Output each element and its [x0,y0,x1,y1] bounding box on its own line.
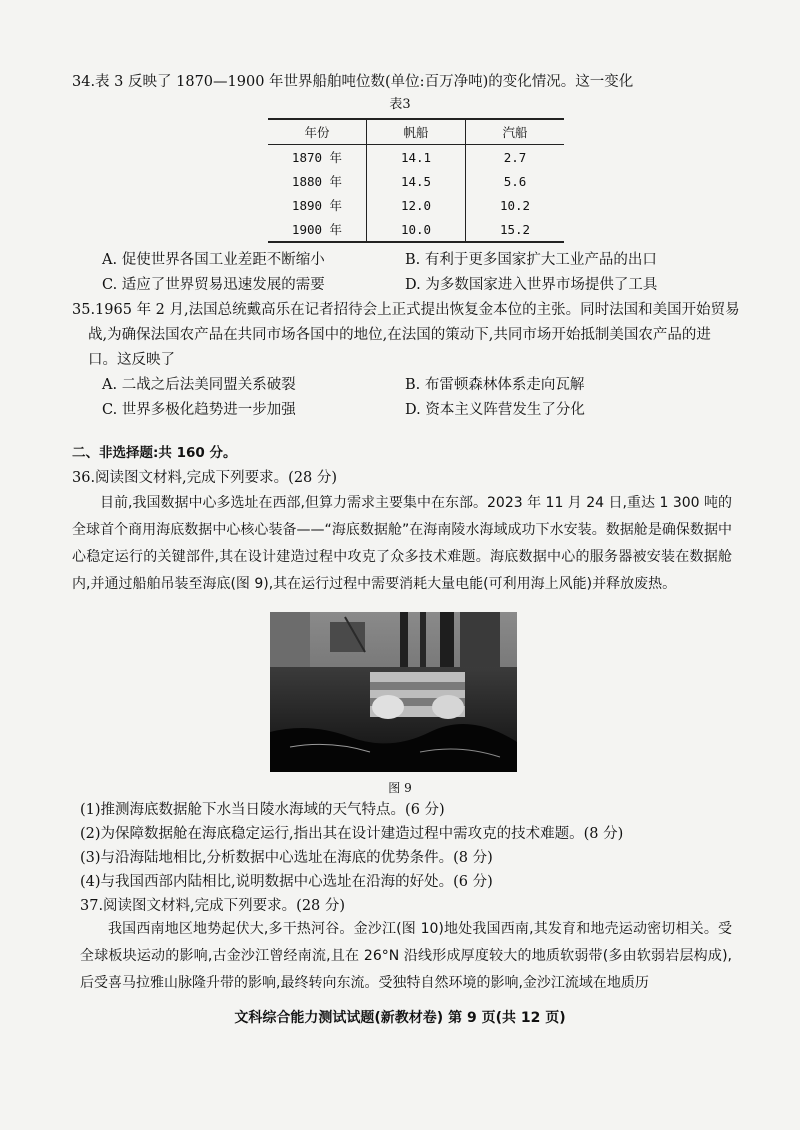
q36-passage-text: 目前,我国数据中心多选址在西部,但算力需求主要集中在东部。2023 年 11 月 24 日,重达 1 300 吨的全球首个商用海底数据中心核心装备——“海底数据舱”在海南陵水海域成功下水安装。数据舱是确保数据中心稳定运行的关键部件,其在设计建造过程中攻克了众多技术难题。海底数据中心的服务器被安装在数据舱内,并通过船舶吊装至海底(图 9),其在运行过程中需要消耗大量电能(可利用海上风能)并释放废热。 [72,495,732,592]
q34-option-d: D. 为多数国家进入世界市场提供了工具 [405,277,658,293]
q36-sub-1: (1)推测海底数据舱下水当日陵水海域的天气特点。(6 分) [80,802,445,818]
cell-sailing: 14.5 [367,169,466,193]
q36-sub-3: (3)与沿海陆地相比,分析数据中心选址在海底的优势条件。(8 分) [80,850,493,866]
q34-stem: 34.表 3 反映了 1870—1900 年世界船舶吨位数(单位:百万净吨)的变化情况。这一变化 [72,74,634,90]
q36-sub-2: (2)为保障数据舱在海底稳定运行,指出其在设计建造过程中需攻克的技术难题。(8 分) [80,826,624,842]
figure-9-caption: 图 9 [388,781,412,795]
q34-option-a: A. 促使世界各国工业差距不断缩小 [102,252,325,268]
header-sailing-ship: 帆船 [367,119,466,145]
q35-option-a: A. 二战之后法美同盟关系破裂 [102,377,296,393]
q34-option-b: B. 有利于更多国家扩大工业产品的出口 [405,252,657,268]
q36-passage [72,490,732,598]
cell-steam: 10.2 [466,193,565,217]
q35-option-b: B. 布雷顿森林体系走向瓦解 [405,377,585,393]
q35-stem-line-1: 35.1965 年 2 月,法国总统戴高乐在记者招待会上正式提出恢复金本位的主张。同时法国和美国开始贸易 [72,302,740,318]
page-footer: 文科综合能力测试试题(新教材卷) 第 9 页(共 12 页) [234,1010,566,1026]
table-row [268,193,564,217]
table-row [268,217,564,242]
q34-option-c: C. 适应了世界贸易迅速发展的需要 [102,277,325,293]
cell-sailing: 10.0 [367,217,466,242]
cell-year: 1900 年 [291,222,343,237]
q37-passage [80,916,732,997]
figure-9-photo [270,612,517,772]
cell-steam: 15.2 [466,217,565,242]
cell-sailing: 12.0 [367,193,466,217]
header-steamship: 汽船 [466,119,565,145]
cell-steam: 5.6 [466,169,565,193]
q35-stem-line-2: 战,为确保法国农产品在共同市场各国中的地位,在法国的策动下,共同市场开始抵制美国农产品的进 [88,327,711,343]
q37-passage-text: 我国西南地区地势起伏大,多干热河谷。金沙江(图 10)地处我国西南,其发育和地壳运动密切相关。受全球板块运动的影响,古金沙江曾经南流,且在 26°N 沿线形成厚度较大的地质软弱带(多由软弱岩层构成),后受喜马拉雅山脉隆升带的影响,最终转向东流。受独特自然环境的影响,金沙江流域在地质历 [80,921,732,991]
q36-sub-4: (4)与我国西部内陆相比,说明数据中心选址在沿海的好处。(6 分) [80,874,493,890]
header-year: 年份 [304,125,330,140]
q37-stem: 37.阅读图文材料,完成下列要求。(28 分) [80,898,346,914]
q35-option-d: D. 资本主义阵营发生了分化 [405,402,585,418]
q35-option-c: C. 世界多极化趋势进一步加强 [102,402,296,418]
subsea-data-capsule-image [270,612,517,772]
q36-stem: 36.阅读图文材料,完成下列要求。(28 分) [72,470,338,486]
cell-year: 1880 年 [291,174,343,189]
q35-stem-line-3: 口。这反映了 [88,352,175,368]
cell-steam: 2.7 [466,145,565,170]
section-2-heading: 二、非选择题:共 160 分。 [72,445,237,461]
cell-year: 1870 年 [291,150,343,165]
table-row [268,145,564,170]
table-row [268,169,564,193]
cell-year: 1890 年 [291,198,343,213]
table-header-row [268,119,564,145]
table-3 [268,118,564,243]
table-3-title: 表3 [389,97,411,112]
cell-sailing: 14.1 [367,145,466,170]
